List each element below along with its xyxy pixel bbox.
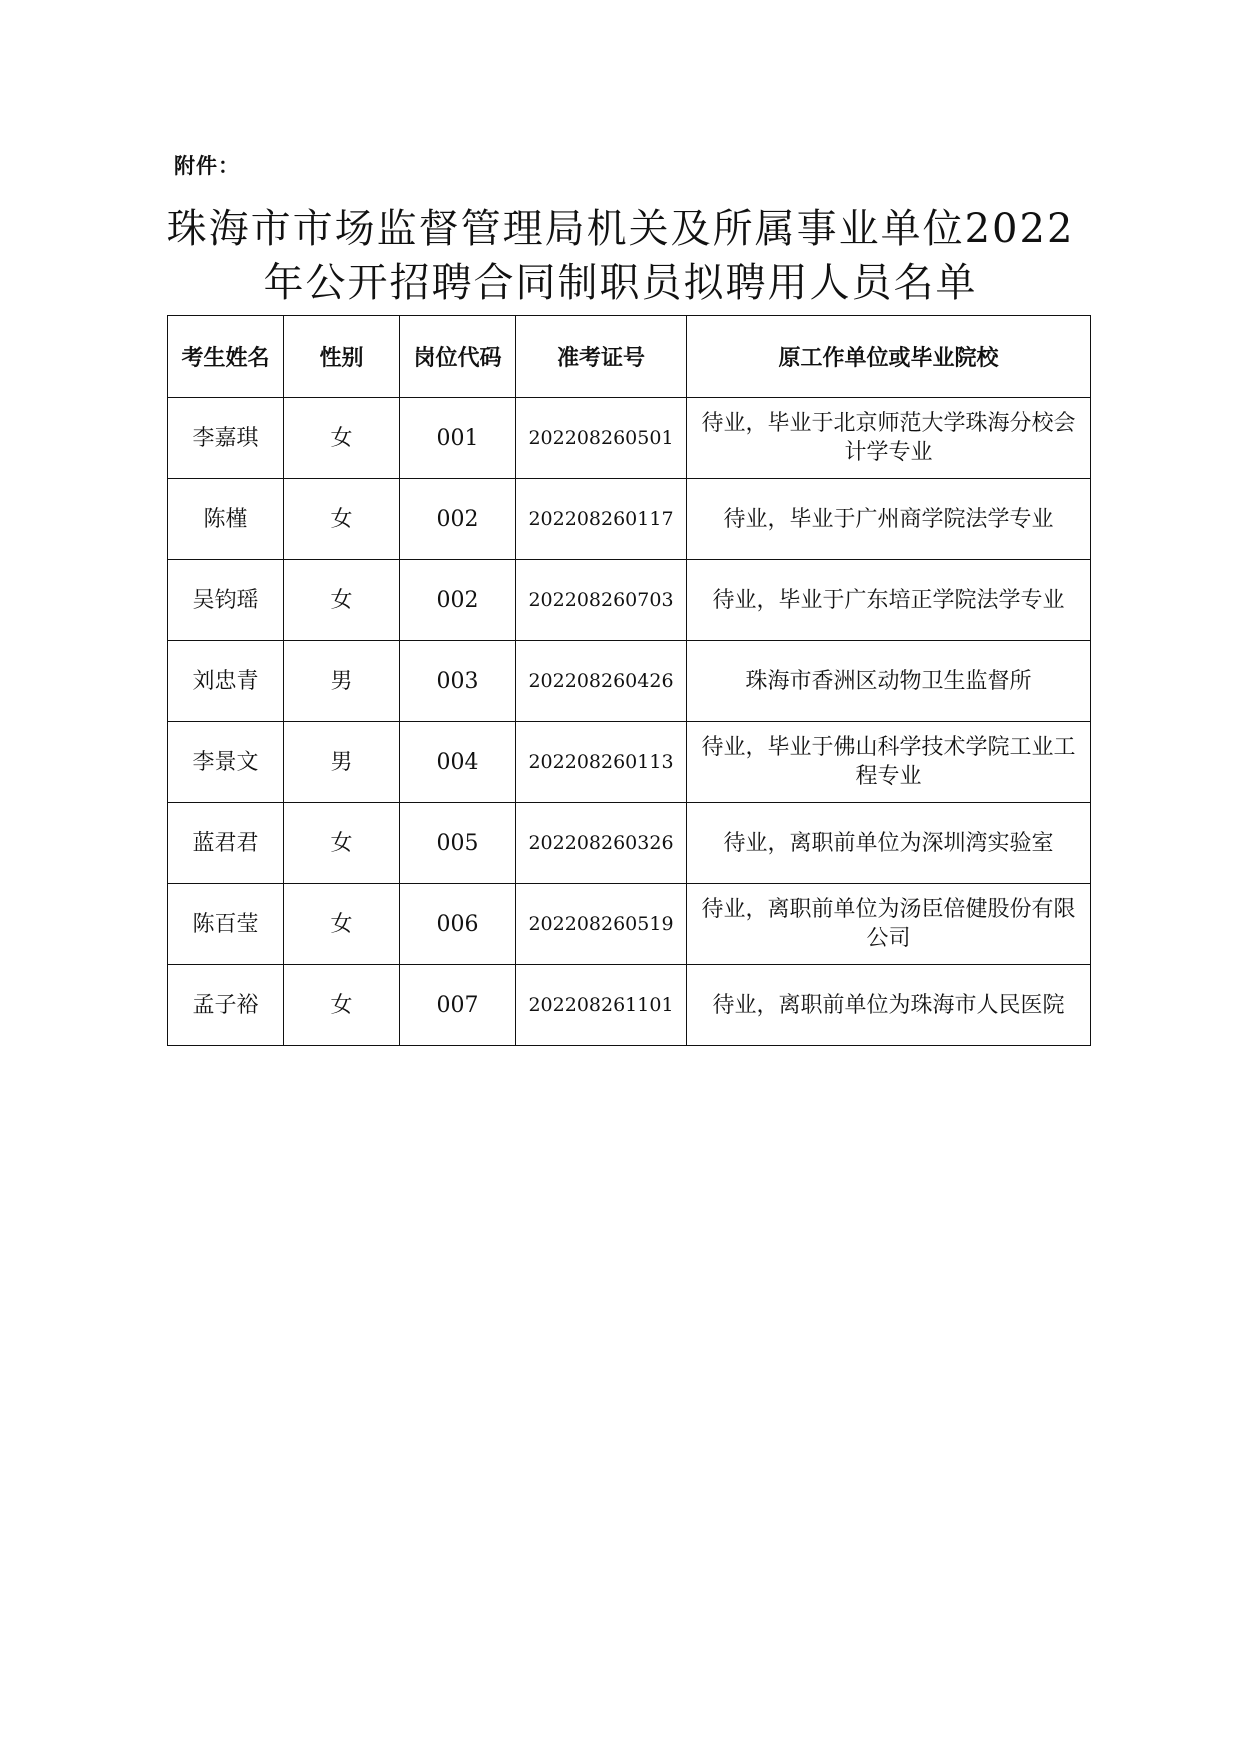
document-title bbox=[150, 202, 1091, 310]
cell-gender: 女 bbox=[284, 884, 400, 965]
cell-post-code: 003 bbox=[400, 641, 516, 722]
cell-gender: 女 bbox=[284, 398, 400, 479]
cell-exam-number: 202208260501 bbox=[516, 398, 687, 479]
table-body bbox=[168, 398, 1091, 1046]
cell-origin: 珠海市香洲区动物卫生监督所 bbox=[687, 641, 1091, 722]
cell-origin: 待业，离职前单位为深圳湾实验室 bbox=[687, 803, 1091, 884]
document-title-line-1: 珠海市市场监督管理局机关及所属事业单位2022 bbox=[166, 206, 1075, 252]
table-row bbox=[168, 398, 1091, 479]
cell-gender: 男 bbox=[284, 722, 400, 803]
cell-post-code: 004 bbox=[400, 722, 516, 803]
cell-post-code: 006 bbox=[400, 884, 516, 965]
candidate-table bbox=[167, 315, 1091, 1046]
table-row bbox=[168, 965, 1091, 1046]
cell-post-code: 001 bbox=[400, 398, 516, 479]
cell-gender: 女 bbox=[284, 965, 400, 1046]
header-row bbox=[168, 316, 1091, 398]
cell-gender: 女 bbox=[284, 803, 400, 884]
cell-gender: 女 bbox=[284, 479, 400, 560]
cell-origin: 待业，毕业于北京师范大学珠海分校会计学专业 bbox=[687, 398, 1091, 479]
cell-exam-number: 202208261101 bbox=[516, 965, 687, 1046]
header-post-code: 岗位代码 bbox=[400, 316, 516, 398]
cell-origin: 待业，毕业于广州商学院法学专业 bbox=[687, 479, 1091, 560]
table-row bbox=[168, 722, 1091, 803]
attachment-label: 附件： bbox=[174, 154, 240, 178]
cell-post-code: 007 bbox=[400, 965, 516, 1046]
header-gender: 性别 bbox=[284, 316, 400, 398]
cell-exam-number: 202208260326 bbox=[516, 803, 687, 884]
header-exam-number: 准考证号 bbox=[516, 316, 687, 398]
cell-gender: 男 bbox=[284, 641, 400, 722]
header-origin: 原工作单位或毕业院校 bbox=[687, 316, 1091, 398]
table-row bbox=[168, 641, 1091, 722]
cell-name: 刘忠青 bbox=[168, 641, 284, 722]
cell-post-code: 005 bbox=[400, 803, 516, 884]
cell-name: 李景文 bbox=[168, 722, 284, 803]
cell-post-code: 002 bbox=[400, 560, 516, 641]
cell-exam-number: 202208260426 bbox=[516, 641, 687, 722]
cell-name: 陈槿 bbox=[168, 479, 284, 560]
table-row bbox=[168, 479, 1091, 560]
header-name: 考生姓名 bbox=[168, 316, 284, 398]
cell-post-code: 002 bbox=[400, 479, 516, 560]
cell-exam-number: 202208260703 bbox=[516, 560, 687, 641]
table-row bbox=[168, 884, 1091, 965]
table-header bbox=[168, 316, 1091, 398]
cell-name: 陈百莹 bbox=[168, 884, 284, 965]
cell-origin: 待业，毕业于广东培正学院法学专业 bbox=[687, 560, 1091, 641]
cell-exam-number: 202208260519 bbox=[516, 884, 687, 965]
cell-origin: 待业，离职前单位为汤臣倍健股份有限公司 bbox=[687, 884, 1091, 965]
cell-exam-number: 202208260113 bbox=[516, 722, 687, 803]
cell-exam-number: 202208260117 bbox=[516, 479, 687, 560]
cell-origin: 待业，离职前单位为珠海市人民医院 bbox=[687, 965, 1091, 1046]
cell-gender: 女 bbox=[284, 560, 400, 641]
cell-origin: 待业，毕业于佛山科学技术学院工业工程专业 bbox=[687, 722, 1091, 803]
document-title-line-2: 年公开招聘合同制职员拟聘用人员名单 bbox=[263, 260, 978, 306]
cell-name: 吴钧瑶 bbox=[168, 560, 284, 641]
cell-name: 李嘉琪 bbox=[168, 398, 284, 479]
cell-name: 蓝君君 bbox=[168, 803, 284, 884]
table-row bbox=[168, 803, 1091, 884]
cell-name: 孟子裕 bbox=[168, 965, 284, 1046]
table-row bbox=[168, 560, 1091, 641]
